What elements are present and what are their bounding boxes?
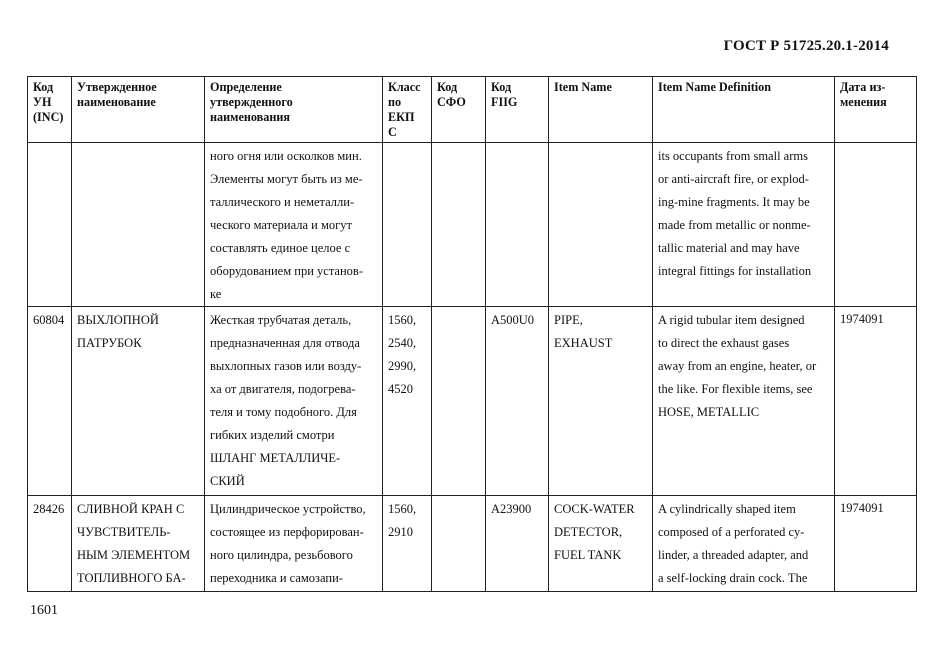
cell-inc	[28, 143, 72, 307]
cell-item-definition: A cylindrically shaped item composed of a perforated cy- linder, a threaded adapter, and a self-locking drain cock. The	[653, 496, 835, 592]
cell-class: 1560, 2910	[383, 496, 432, 592]
header-item-name: Item Name	[549, 77, 653, 143]
cell-sfo	[432, 307, 486, 496]
header-definition-ru: Определение утвержденного наименования	[205, 77, 383, 143]
header-sfo: Код СФО	[432, 77, 486, 143]
cell-item-name: PIPE, EXHAUST	[549, 307, 653, 496]
cell-item-name	[549, 143, 653, 307]
cell-date: 1974091	[835, 496, 917, 592]
header-date: Дата из- менения	[835, 77, 917, 143]
header-row	[28, 77, 917, 143]
header-fiig: Код FIIG	[486, 77, 549, 143]
table-row	[28, 143, 917, 307]
cell-date: 1974091	[835, 307, 917, 496]
table-row	[28, 307, 917, 496]
cell-fiig	[486, 143, 549, 307]
cell-class: 1560, 2540, 2990, 4520	[383, 307, 432, 496]
cell-name-ru: СЛИВНОЙ КРАН С ЧУВСТВИТЕЛЬ- НЫМ ЭЛЕМЕНТОМ ТОПЛИВНОГО БА-	[72, 496, 205, 592]
cell-date	[835, 143, 917, 307]
cell-item-name: COCK-WATER DETECTOR, FUEL TANK	[549, 496, 653, 592]
header-class: Класс по ЕКП С	[383, 77, 432, 143]
cell-name-ru: ВЫХЛОПНОЙ ПАТРУБОК	[72, 307, 205, 496]
cell-sfo	[432, 143, 486, 307]
table-row	[28, 496, 917, 592]
cell-inc: 60804	[28, 307, 72, 496]
cell-definition-ru: Жесткая трубчатая деталь, предназначенная для отвода выхлопных газов или возду- ха от двигателя, подогрева- теля и тому подобного. Для гибких изделий смотри ШЛАНГ МЕТАЛЛИЧЕ- СКИЙ	[205, 307, 383, 496]
cell-class	[383, 143, 432, 307]
cell-item-definition: its occupants from small arms or anti-aircraft fire, or explod- ing-mine fragments. It may be made from metallic or nonme- tallic material and may have integral fittings for installation	[653, 143, 835, 307]
cell-name-ru	[72, 143, 205, 307]
cell-fiig: A23900	[486, 496, 549, 592]
document-code: ГОСТ Р 51725.20.1-2014	[723, 38, 889, 54]
header-inc: Код УН (INC)	[28, 77, 72, 143]
cell-inc: 28426	[28, 496, 72, 592]
cell-definition-ru: ного огня или осколков мин. Элементы могут быть из ме- таллического и неметалли- ческого материала и могут составлять единое целое с оборудованием при установ- ке	[205, 143, 383, 307]
header-name-ru: Утвержденное наименование	[72, 77, 205, 143]
nomenclature-table	[27, 76, 917, 592]
cell-sfo	[432, 496, 486, 592]
cell-definition-ru: Цилиндрическое устройство, состоящее из перфорирован- ного цилиндра, резьбового переходника и самозапи-	[205, 496, 383, 592]
header-item-definition: Item Name Definition	[653, 77, 835, 143]
page-number: 1601	[30, 603, 58, 618]
cell-fiig: A500U0	[486, 307, 549, 496]
cell-item-definition: A rigid tubular item designed to direct the exhaust gases away from an engine, heater, or the like. For flexible items, see HOSE, METALLIC	[653, 307, 835, 496]
